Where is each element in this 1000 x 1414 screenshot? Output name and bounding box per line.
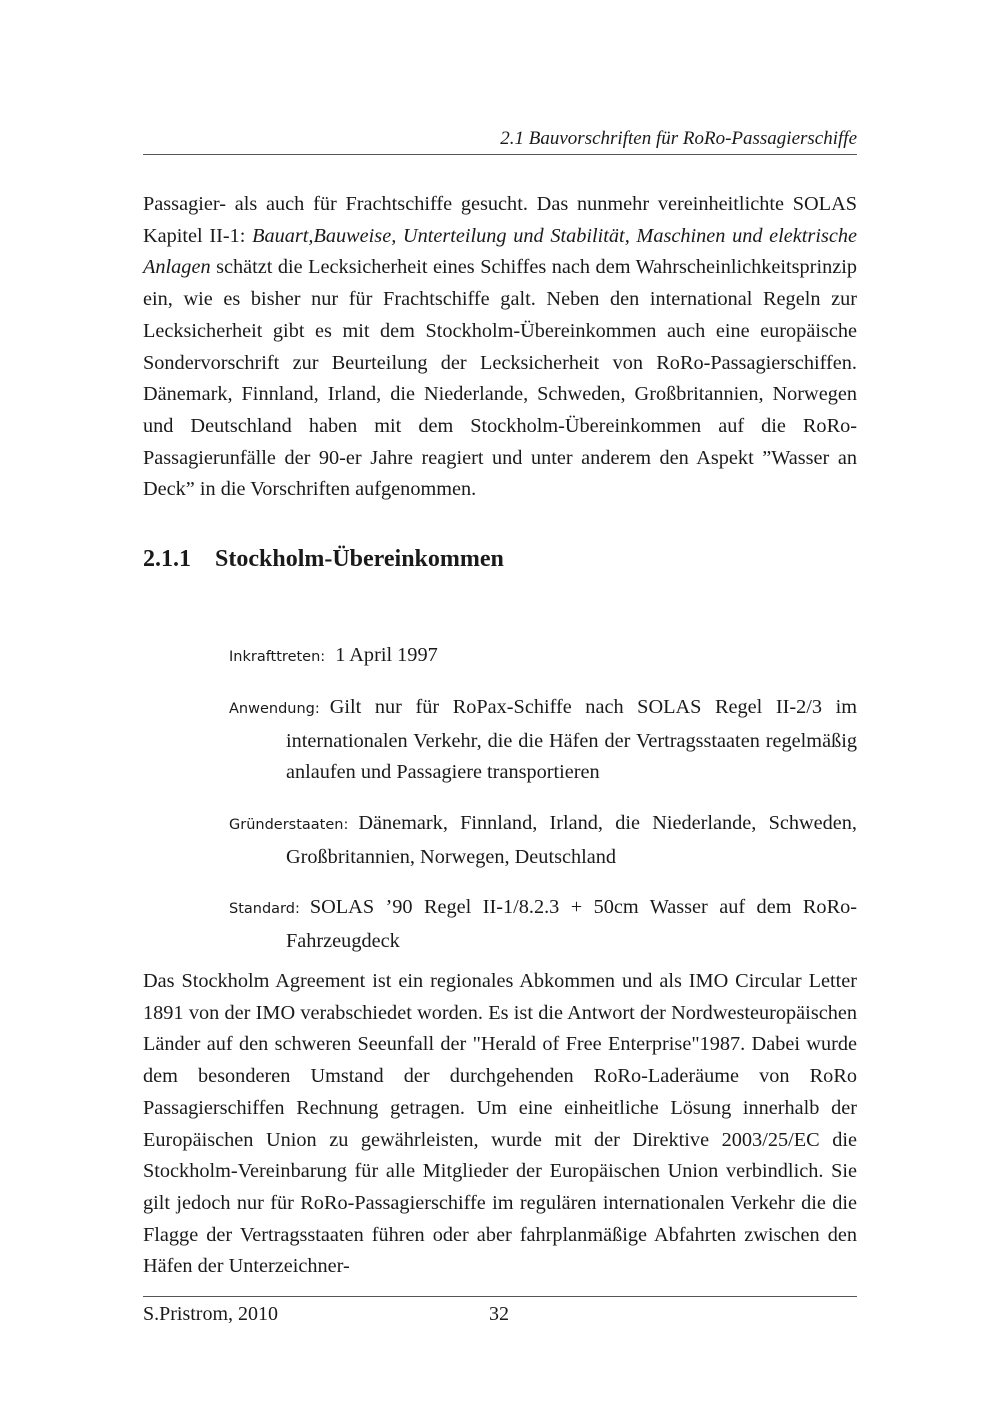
description-item-anwendung xyxy=(229,692,857,789)
footer-author: S.Pristrom, 2010 xyxy=(143,1303,279,1325)
description-text: 1 April 1997 xyxy=(335,644,438,666)
description-text: Dänemark, Finnland, Irland, die Niederlande, Schweden, Großbritannien, Norwegen, Deutschland xyxy=(286,812,857,868)
description-term: Inkrafttreten: xyxy=(229,649,326,665)
section-title: Stockholm-Übereinkommen xyxy=(215,546,504,572)
description-term: Gründerstaaten: xyxy=(229,817,349,833)
page-footer xyxy=(143,1296,857,1325)
paragraph-text: schätzt die Lecksicherheit eines Schiffes nach dem Wahrscheinlichkeitsprinzip ein, wie es bisher nur für Frachtschiffe galt. Neben den international Regeln zur Lecksicherheit gibt es mit dem Stockholm-Übereinkommen auch eine europäische Sondervorschrift zur Beurteilung der Lecksicherheit von RoRo-Passagierschiffen. Dänemark, Finnland, Irland, die Niederlande, Schweden, Großbritannien, Norwegen und Deutschland haben mit dem Stockholm-Übereinkommen auf die RoRo-Passagierunfälle der 90-er Jahre reagiert und unter anderem den Aspekt ”Wasser an Deck” in die Vorschriften aufgenommen. xyxy=(143,256,857,501)
running-title: 2.1 Bauvorschriften für RoRo-Passagierschiffe xyxy=(500,128,857,149)
description-term: Anwendung: xyxy=(229,701,320,717)
paragraph-text: Passagier- als auch für Frachtschiffe gesucht. Das nunmehr vereinheitlichte SOLAS Kapitel II-1: xyxy=(143,193,857,247)
description-item-standard xyxy=(229,892,857,957)
section-number: 2.1.1 xyxy=(143,546,191,572)
page-number: 32 xyxy=(489,1303,509,1325)
body-paragraph-1 xyxy=(143,189,857,506)
description-text: Gilt nur für RoPax-Schiffe nach SOLAS Regel II-2/3 im internationalen Verkehr, die die Häfen der Vertragsstaaten regelmäßig anlaufen und Passagiere transportieren xyxy=(286,696,857,784)
description-text: SOLAS ’90 Regel II-1/8.2.3 + 50cm Wasser auf dem RoRo-Fahrzeugdeck xyxy=(286,896,857,952)
section-heading xyxy=(143,546,857,573)
description-item-inkrafttreten xyxy=(229,640,857,674)
description-item-gruenderstaaten xyxy=(229,808,857,873)
chapter-title-italic: Bauart,Bauweise, Unterteilung und Stabilität, Maschinen und elektrische Anlagen xyxy=(143,224,857,279)
body-paragraph-2: Das Stockholm Agreement ist ein regionales Abkommen und als IMO Circular Letter 1891 von der IMO verabschiedet worden. Es ist die Antwort der Nordwesteuropäischen Länder auf den schweren Seeunfall der "Herald of Free Enterprise"1987. Dabei wurde dem besonderen Umstand der durchgehenden RoRo-Laderäume von RoRo Passagierschiffen Rechnung getragen. Um eine einheitliche Lösung innerhalb der Europäischen Union zu gewährleisten, wurde mit der Direktive 2003/25/EC die Stockholm-Vereinbarung für alle Mitglieder der Europäischen Union verbindlich. Sie gilt jedoch nur für RoRo-Passagierschiffe im regulären internationalen Verkehr die die Flagge der Vertragsstaaten führen oder aber fahrplanmäßige Abfahrten zwischen den Häfen der Unterzeichner- xyxy=(143,970,857,1278)
description-term: Standard: xyxy=(229,901,300,917)
running-header xyxy=(143,128,857,155)
